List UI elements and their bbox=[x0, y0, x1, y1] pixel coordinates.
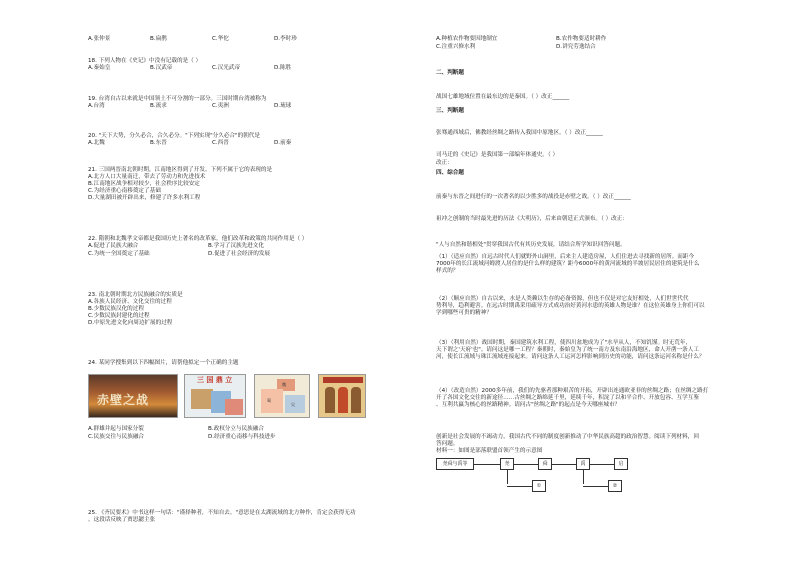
red-cliff-caption: 赤壁之战 bbox=[97, 393, 150, 407]
p2-line-1: （2）（顺应自然）自古以来，水是人类赖以生存的必备资源，但也不仅是对它友好相处，人们世世代代 bbox=[436, 296, 689, 302]
question-19 bbox=[88, 96, 386, 111]
q22-option-b[interactable]: B.学习了汉族先进文化 bbox=[208, 243, 264, 249]
p4-line-3: 、互利共赢为核心的丝路精神。请问古"丝绸之路"的起点是今天哪座城市？ bbox=[436, 402, 621, 408]
q22-stem: 22. 隋朝和北魏孝文帝都是我国历史上著名的改革家。他们改革和政策的共同作用是（ ） bbox=[88, 236, 308, 242]
q23-option-b[interactable]: B.少数民族汉化的过程 bbox=[88, 306, 144, 312]
sub-question-3 bbox=[436, 340, 744, 361]
question-25 bbox=[88, 510, 386, 524]
q20-option-b[interactable]: B.东晋 bbox=[150, 140, 167, 146]
tribal-alliance-diagram bbox=[436, 454, 636, 500]
q26-option-b[interactable]: B.农作物要适时耕作 bbox=[556, 36, 607, 42]
kingdoms-territory-map-image bbox=[254, 374, 310, 418]
judge-2: 张骞通西域后，佛教经丝绸之路传入我国中原地区。（ ）改正______ bbox=[436, 130, 603, 136]
question-21 bbox=[88, 167, 386, 202]
judge-3-fix: 改正： bbox=[436, 160, 453, 166]
q17-option-d[interactable]: D.李时珍 bbox=[274, 36, 297, 42]
figure-3 bbox=[351, 387, 361, 413]
synthesis-intro: "人与自然和谐相处"贯穿我国古代有其历史发展，请结合所学知识回答问题。 bbox=[436, 242, 626, 248]
q20-option-c[interactable]: C.西晋 bbox=[212, 140, 229, 146]
sub-question-4 bbox=[436, 388, 744, 409]
q20-option-d[interactable]: D.前秦 bbox=[274, 140, 292, 146]
diagram-node-origin: 尧舜与禹等 bbox=[436, 458, 474, 470]
q23-option-a[interactable]: A.各族人民经济、文化交往的过程 bbox=[88, 299, 172, 305]
q24-option-b[interactable]: B.政权分立与民族融合 bbox=[208, 426, 264, 432]
wu-region bbox=[225, 399, 243, 415]
q18-option-c[interactable]: C.汉光武帝 bbox=[212, 65, 241, 71]
diagram-node-shun: 舜 bbox=[538, 458, 552, 470]
q18-stem: 18. 下列人物在《史记》中没有记载的是（ ） bbox=[88, 58, 202, 64]
map-region-west bbox=[261, 389, 283, 413]
p4-line-1: （4）（改造自然）2000多年前，我们的先驱者那种艰苦的开拓，开辟出连通欧亚非的丝绸之路；在丝绸之路打 bbox=[436, 388, 709, 394]
judge-3: 司马迁的《史记》是我国第一部编年体通史。（ ） bbox=[436, 152, 559, 158]
q25-line-1: 25. 《齐民要术》中书这样一句话："谨择种者，不知自去。"意思是在太湖流域的北方种作，肯定会获得无功 bbox=[88, 510, 356, 516]
three-kingdoms-map-image bbox=[184, 374, 246, 418]
q17-option-b[interactable]: B.扁鹊 bbox=[150, 36, 167, 42]
q18-option-b[interactable]: B.汉武帝 bbox=[150, 65, 173, 71]
q21-option-a[interactable]: A.北方人口大量南迁，带去了劳动力和先进技术 bbox=[88, 174, 206, 180]
map-region-east bbox=[285, 395, 305, 413]
q17-option-c[interactable]: C.华佗 bbox=[212, 36, 229, 42]
material-1-caption: 材料一：如图是部落联盟首领产生的示意图 bbox=[436, 448, 543, 454]
p3-line-1: （3）（利用自然）战国时期，秦国建筑水利工程，使四川盆地成为了"水旱从人，不知饥馑。时无荒年， bbox=[436, 340, 692, 346]
wei-region bbox=[191, 389, 213, 409]
q22-option-d[interactable]: D.促进了社会经济的发展 bbox=[208, 251, 271, 257]
p4-line-2: 开了各国文化交往的新途径……古丝绸之路绵延千里，延续千年，积淀了以和平合作、开放包容、互学互鉴 bbox=[436, 395, 699, 401]
p1-line-3: 样式的？ bbox=[436, 268, 459, 274]
q23-stem: 23. 南北朝时期北方民族融合的实质是 bbox=[88, 292, 183, 298]
sub-question-1 bbox=[436, 254, 744, 275]
q20-stem: 20. "天下大势，分久必合，合久必分。"下列实现"分久必合"的朝代是 bbox=[88, 133, 260, 139]
q26-option-d[interactable]: D.讲究劳逸结合 bbox=[556, 44, 596, 50]
map-label-shu: 蜀 bbox=[267, 398, 271, 403]
section-3-heading: 三、判断题 bbox=[436, 108, 464, 114]
q19-option-b[interactable]: B.流求 bbox=[150, 103, 167, 109]
q20-option-a[interactable]: A.北魏 bbox=[88, 140, 105, 146]
p3-line-2: 天下谓之'天府'也"。请问这是哪一工程？秦朝时，秦始皇为了统一南方及东南沿海地区，命人开凿一条人工 bbox=[436, 347, 699, 353]
q17-option-a[interactable]: A.张仲景 bbox=[88, 36, 111, 42]
q24-option-c[interactable]: C.民族交往与民族融合 bbox=[88, 434, 145, 440]
section-4-heading: 四、综合题 bbox=[436, 170, 464, 176]
p2-line-3: 学到哪些可贵的精神？ bbox=[436, 310, 492, 316]
q21-stem: 21. 三国两晋南北朝时期，江南地区得到了开发。下列不属于它的表现的是 bbox=[88, 167, 273, 173]
diagram-blank-2[interactable]: ② bbox=[608, 480, 622, 492]
question-26-options bbox=[436, 36, 744, 52]
p5-line-2: 答问题。 bbox=[436, 441, 459, 447]
q22-option-c[interactable]: C.为统一全国奠定了基础 bbox=[88, 251, 150, 257]
figure-1 bbox=[325, 387, 335, 413]
diagram-node-qi: 启 bbox=[614, 458, 628, 470]
sub-question-2 bbox=[436, 296, 744, 317]
q25-line-2: 。这段话反映了贾思勰主张 bbox=[88, 517, 156, 523]
question-22 bbox=[88, 236, 386, 259]
diagram-blank-1[interactable]: ① bbox=[532, 480, 546, 492]
judge-1: 战国七雄地域位置在最东边的是秦国。（ ）改正______ bbox=[436, 94, 570, 100]
question-23 bbox=[88, 292, 386, 327]
question-innovation bbox=[436, 434, 744, 489]
q24-option-d[interactable]: D.经济重心南移与科技进步 bbox=[208, 434, 276, 440]
q18-option-a[interactable]: A.秦始皇 bbox=[88, 65, 111, 71]
q24-option-a[interactable]: A.群雄并起与国家分裂 bbox=[88, 426, 144, 432]
q21-option-c[interactable]: C.为经济重心南移奠定了基础 bbox=[88, 188, 161, 194]
question-20 bbox=[88, 133, 386, 148]
map-label-wei: 魏 bbox=[282, 382, 286, 387]
q23-option-c[interactable]: C.少数民族封建化的过程 bbox=[88, 313, 150, 319]
p1-line-1: （1）（适应自然）自远古时代人们就野外山洞里，后来主人建造房屋，人们住进去寻找新的居所。而距今 bbox=[436, 254, 695, 260]
q23-option-d[interactable]: D.中原先进文化向周边扩展的过程 bbox=[88, 320, 173, 326]
figure-2 bbox=[338, 387, 348, 413]
p5-line-1: 创新是社会发展的不竭动力，我国古代不同的制度创新推动了中华民族高超的政治智慧。阅读下列材料，回 bbox=[436, 434, 699, 440]
p2-line-2: 势利导，趋利避害。在远古时期禹采用疏导方式成功治好黄河水患的英雄人物是谁？在这位英雄身上你们可以 bbox=[436, 303, 705, 309]
section-2-heading: 二、判断题 bbox=[436, 70, 464, 76]
q22-option-a[interactable]: A.促进了民族大融合 bbox=[88, 243, 139, 249]
q19-option-c[interactable]: C.夷洲 bbox=[212, 103, 229, 109]
p1-line-2: 7000年的长江流域河姆渡人居住的是什么样的建筑？距今6000年的黄河流域的半坡居民居住的建筑是什么 bbox=[436, 261, 700, 267]
red-cliff-battle-image bbox=[88, 374, 178, 418]
p3-line-3: 河，使长江流域与珠江流域连接起来。请问这条人工运河怎样影响到历史的功能，请问这条运河名称是什么？ bbox=[436, 354, 705, 360]
q19-stem: 19. 台湾自古以来就是中国领土不可分割的一部分。三国时期台湾被称为 bbox=[88, 96, 267, 102]
q19-option-a[interactable]: A.台湾 bbox=[88, 103, 105, 109]
fill-2: 祖冲之创制的当时最先进的历法《大明历》，后来由朝廷正式颁布。（ ）改正： bbox=[436, 216, 628, 222]
question-18 bbox=[88, 58, 386, 73]
q24-stem: 24. 某同学搜集到以下四幅图片，请帮他拟定一个正确的主题 bbox=[88, 360, 239, 366]
three-kingdoms-map-title: 三 国 鼎 立 bbox=[197, 376, 233, 384]
q21-option-b[interactable]: B.江南地区战争相对较少，社会秩序比较安定 bbox=[88, 181, 200, 187]
diagram-node-yao: 尧 bbox=[500, 458, 514, 470]
question-24 bbox=[88, 360, 386, 460]
q26-option-c[interactable]: C.注重兴修水利 bbox=[436, 44, 476, 50]
q18-option-d[interactable]: D.陈胜 bbox=[274, 65, 292, 71]
q19-option-d[interactable]: D.琉球 bbox=[274, 103, 292, 109]
q21-option-d[interactable]: D.大量湖田被开辟出来，修建了许多水利工程 bbox=[88, 195, 201, 201]
q26-option-a[interactable]: A.种植农作物要因地制宜 bbox=[436, 36, 498, 42]
court-painting-image bbox=[318, 374, 366, 418]
map-label-wu: 吴 bbox=[291, 402, 295, 407]
question-17-options bbox=[88, 36, 386, 44]
diagram-node-yu: 禹 bbox=[576, 458, 590, 470]
fill-1: 前秦与东晋之间进行的一次著名的以少胜多的战役是赤壁之战。（ ）改正______ bbox=[436, 194, 631, 200]
